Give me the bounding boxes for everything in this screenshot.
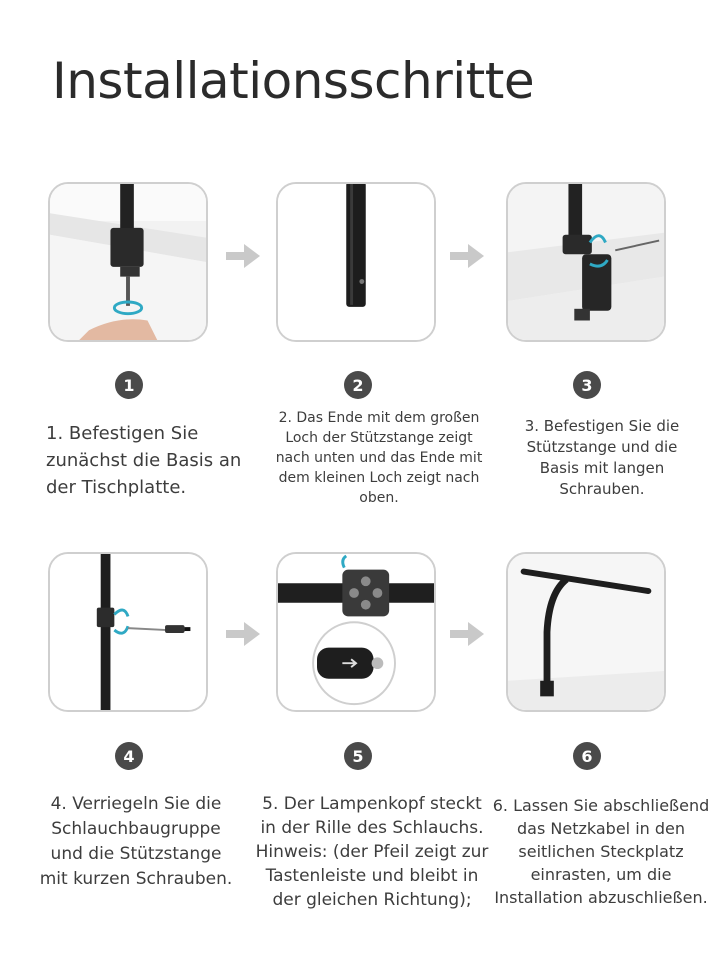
step-5-image xyxy=(276,552,436,712)
arrow-right-icon xyxy=(226,244,260,268)
step-3-image xyxy=(506,182,666,342)
step-6-description: 6. Lassen Sie abschließend das Netzkabel in den seitlichen Steckplatz einrasten, um die Installation abzuschließen. xyxy=(492,796,710,907)
step-4-description: 4. Verriegeln Sie die Schlauchbaugruppe und die Stützstange mit kurzen Schrauben. xyxy=(39,794,233,889)
step-1-image xyxy=(48,182,208,342)
step-3-badge: 3 xyxy=(573,371,601,399)
arrow-right-icon xyxy=(450,622,484,646)
step-2-image xyxy=(276,182,436,342)
arrow-right-icon xyxy=(226,622,260,646)
step-5-description: 5. Der Lampenkopf steckt in der Rille des Schlauchs. Hinweis: (der Pfeil zeigt zur Tastenleiste und bleibt in der gleichen Richtung); xyxy=(255,794,489,910)
step-1-badge: 1 xyxy=(115,371,143,399)
step-2-badge: 2 xyxy=(344,371,372,399)
step-2-description: 2. Das Ende mit dem großen Loch der Stützstange zeigt nach unten und das Ende mit dem kleinen Loch zeigt nach oben. xyxy=(275,410,483,506)
step-3-description: 3. Befestigen Sie die Stützstange und die Basis mit langen Schrauben. xyxy=(524,417,680,498)
step-6-badge: 6 xyxy=(573,742,601,770)
step-5-badge: 5 xyxy=(344,742,372,770)
step-1-description: 1. Befestigen Sie zunächst die Basis an der Tischplatte. xyxy=(46,423,242,498)
step-6-image xyxy=(506,552,666,712)
arrow-right-icon xyxy=(450,244,484,268)
page-title: Installationsschritte xyxy=(52,52,535,110)
step-4-badge: 4 xyxy=(115,742,143,770)
step-4-image xyxy=(48,552,208,712)
